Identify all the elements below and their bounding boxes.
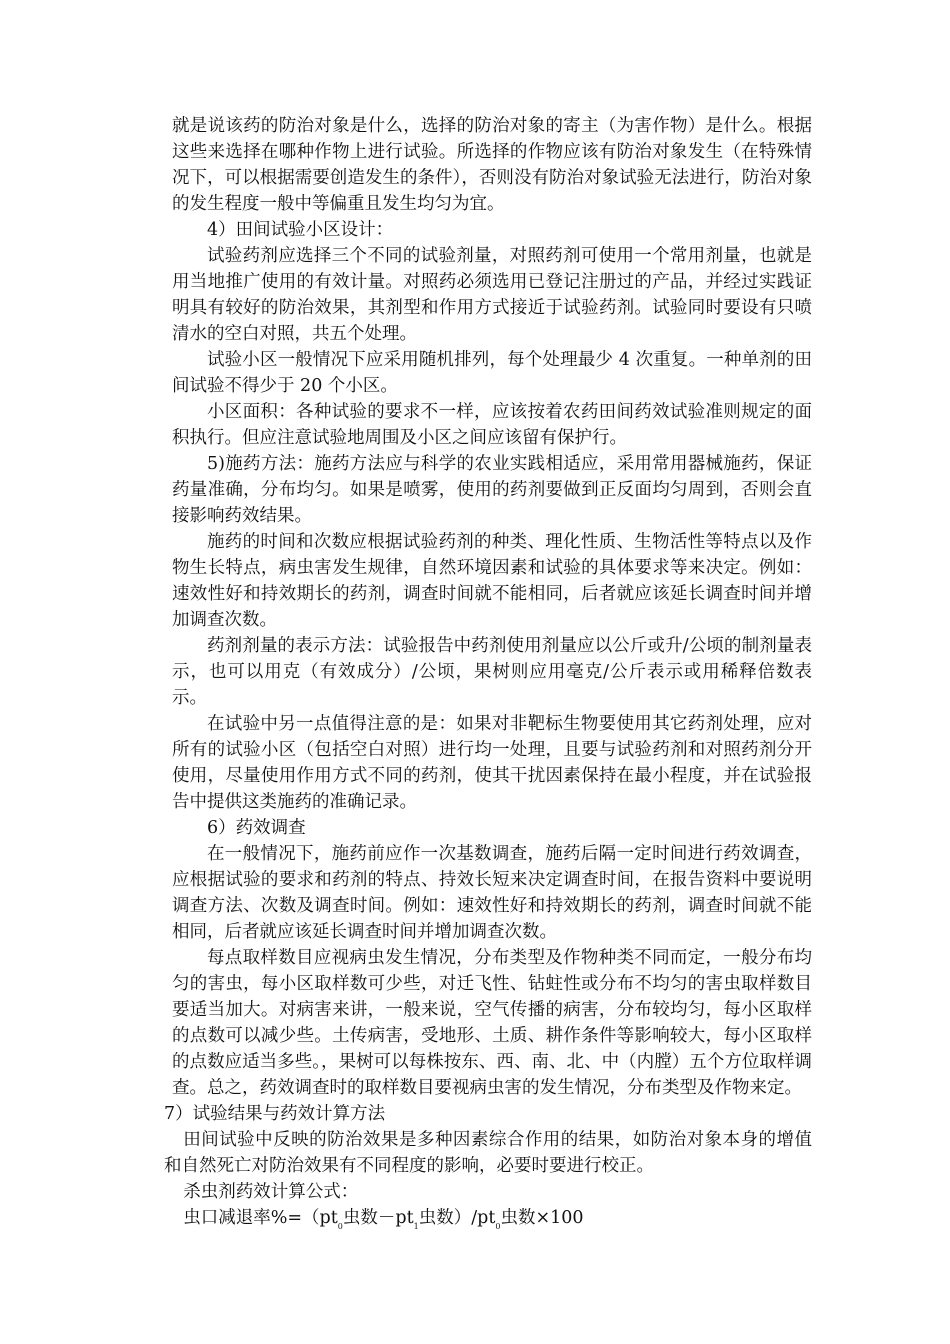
- paragraph: 小区面积：各种试验的要求不一样，应该按着农药田间药效试验准则规定的面积执行。但应注意试验地周围及小区之间应该留有保护行。: [172, 402, 812, 448]
- formula-subscript: 1: [413, 1222, 419, 1231]
- formula-heading: 杀虫剂药效计算公式：: [183, 1182, 359, 1202]
- formula-subscript: 0: [495, 1222, 501, 1231]
- paragraph: 就是说该药的防治对象是什么，选择的防治对象的寄主（为害作物）是什么。根据这些来选择在哪种作物上进行试验。所选择的作物应该有防治对象发生（在特殊情况下，可以根据需要创造发生的条件），否则没有防治对象试验无法进行，防治对象的发生程度一般中等偏重且发生均匀为宜。: [172, 116, 812, 214]
- formula-subscript: 0: [337, 1222, 343, 1231]
- paragraph: 试验小区一般情况下应采用随机排列，每个处理最少 4 次重复。一种单剂的田间试验不得少于 20 个小区。: [172, 350, 812, 396]
- formula-line: [164, 1205, 812, 1231]
- section-heading: 4）田间试验小区设计：: [207, 220, 394, 240]
- paragraph: 药剂剂量的表示方法：试验报告中药剂使用剂量应以公斤或升/公顷的制剂量表示，也可以用克（有效成分）/公顷，果树则应用毫克/公斤表示或用稀释倍数表示。: [172, 636, 812, 708]
- formula-text: 虫数）/pt: [418, 1208, 496, 1228]
- document-body: [164, 113, 812, 1231]
- formula-prefix: 虫口减退率%=（pt: [183, 1208, 338, 1228]
- paragraph: 每点取样数目应视病虫发生情况，分布类型及作物种类不同而定，一般分布均匀的害虫，每小区取样数可少些，对迁飞性、钻蛀性或分布不均匀的害虫取样数目要适当加大。对病害来讲，一般来说，空气传播的病害，分布较均匀，每小区取样的点数可以减少些。土传病害，受地形、土质、耕作条件等影响较大，每小区取样的点数应适当多些。，果树可以每株按东、西、南、北、中（内膛）五个方位取样调查。总之，药效调查时的取样数目要视病虫害的发生情况，分布类型及作物来定。: [172, 948, 812, 1098]
- section-heading: 7）试验结果与药效计算方法: [164, 1104, 386, 1124]
- formula-minus: －pt: [377, 1208, 414, 1228]
- paragraph: 在一般情况下，施药前应作一次基数调查，施药后隔一定时间进行药效调查，应根据试验的要求和药剂的特点、持效长短来决定调查时间，在报告资料中要说明调查方法、次数及调查时间。例如：速效性好和持效期长的药剂，调查时间就不能相同，后者就应该延长调查时间并增加调查次数。: [172, 844, 812, 942]
- formula-suffix: 虫数×100: [500, 1208, 584, 1228]
- paragraph: 田间试验中反映的防治效果是多种因素综合作用的结果，如防治对象本身的增值和自然死亡对防治效果有不同程度的影响，必要时要进行校正。: [164, 1130, 812, 1176]
- paragraph: 试验药剂应选择三个不同的试验剂量，对照药剂可使用一个常用剂量，也就是用当地推广使用的有效计量。对照药必须选用已登记注册过的产品，并经过实践证明具有较好的防治效果，其剂型和作用方式接近于试验药剂。试验同时要设有只喷清水的空白对照，共五个处理。: [172, 246, 812, 344]
- paragraph: 在试验中另一点值得注意的是：如果对非靶标生物要使用其它药剂处理，应对所有的试验小区（包括空白对照）进行均一处理，且要与试验药剂和对照药剂分开使用，尽量使用作用方式不同的药剂，使其干扰因素保持在最小程度，并在试验报告中提供这类施药的准确记录。: [172, 714, 812, 812]
- paragraph: 施药的时间和次数应根据试验药剂的种类、理化性质、生物活性等特点以及作物生长特点，病虫害发生规律，自然环境因素和试验的具体要求等来决定。例如：速效性好和持效期长的药剂，调查时间就不能相同，后者就应该延长调查时间并增加调查次数。: [172, 532, 812, 630]
- formula-text: 虫数: [342, 1208, 378, 1228]
- paragraph: 5)施药方法：施药方法应与科学的农业实践相适应，采用常用器械施药，保证药量准确，分布均匀。如果是喷雾，使用的药剂要做到正反面均匀周到，否则会直接影响药效结果。: [172, 454, 812, 526]
- section-heading: 6）药效调查: [207, 818, 306, 838]
